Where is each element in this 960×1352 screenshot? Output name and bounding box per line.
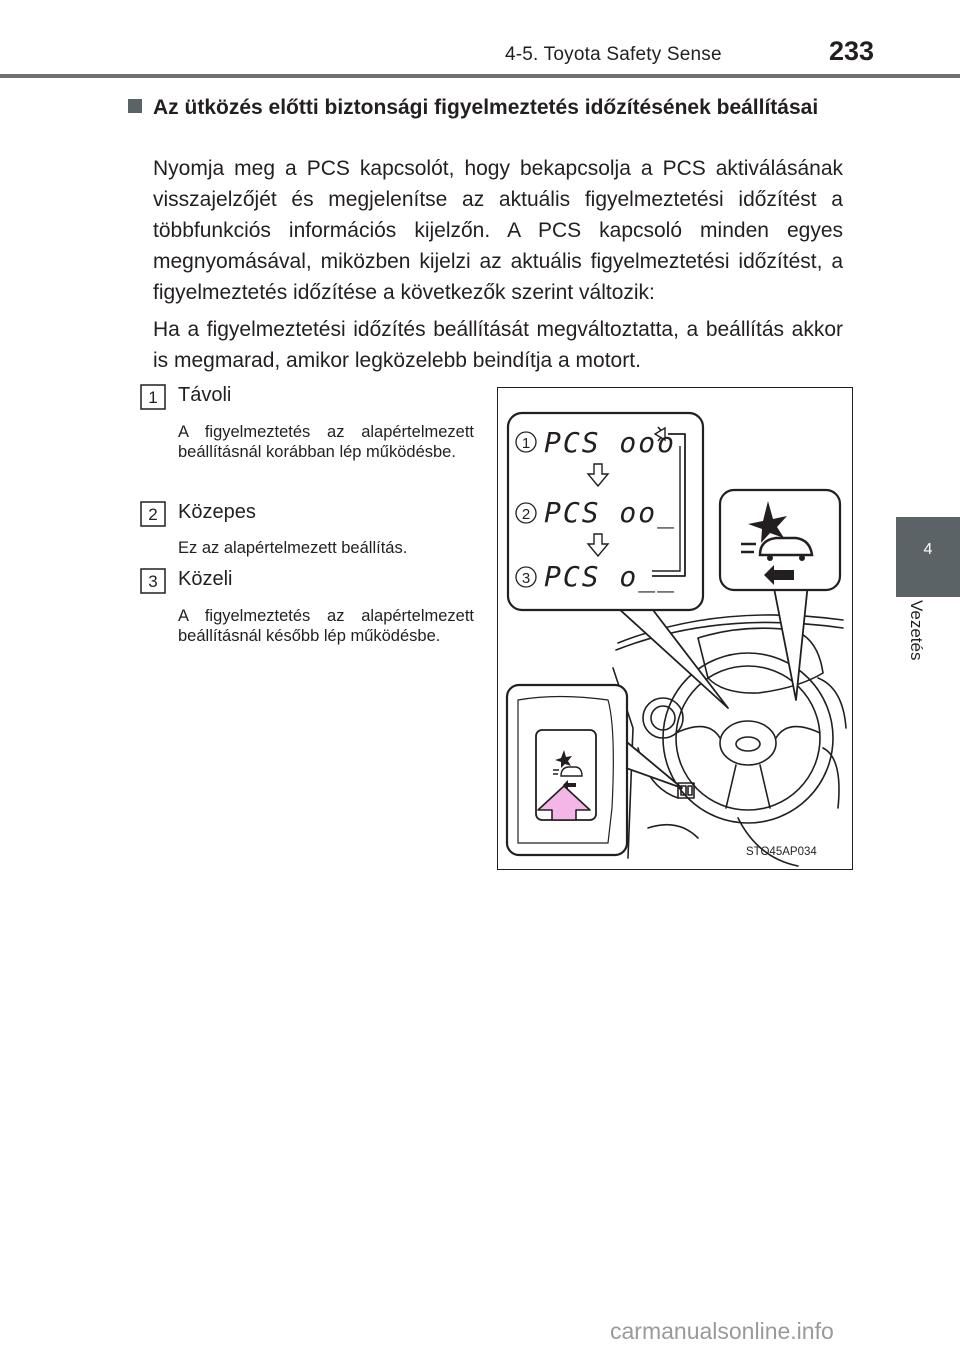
display-readout-1: PCS ooo [544, 426, 677, 459]
chapter-number: 4 [923, 541, 933, 558]
figure-id: STO45AP034 [746, 846, 817, 858]
note-paragraph: Ha a figyelmeztetési időzítés beállítását megváltoztatta, a beállítás akkor is megmarad, amikor legközelebb beindítja a motort. [153, 318, 843, 372]
square-bullet-icon [128, 99, 142, 113]
item-number-3: 3 [148, 572, 158, 591]
item-number-badge-2 [140, 501, 166, 527]
item-title-1: Távoli [178, 384, 232, 406]
item-number-2: 2 [148, 505, 158, 524]
item-title-2: Közepes [178, 501, 256, 523]
footer-watermark: carmanualsonline.info [610, 1318, 834, 1344]
display-row-number-2: 2 [521, 506, 531, 523]
header-rule [0, 74, 960, 78]
item-description-1: A figyelmeztetés az alapértelmezett beállításnál korábban lép működésbe. [178, 423, 474, 461]
item-title-3: Közeli [178, 568, 233, 590]
chapter-title: Vezetés [907, 600, 926, 661]
display-row-number-3: 3 [521, 570, 531, 587]
pcs-illustration [497, 387, 853, 870]
intro-paragraph: Nyomja meg a PCS kapcsolót, hogy bekapcsolja a PCS aktiválásának visszajelzőjét és megjelenítse az aktuális figyelmeztetési időzítést a többfunkciós információs kijelzőn. A PCS kapcsoló minden egyes megnyomásával, miközben kijelzi az aktuális figyelmeztetési időzítést, a figyelmeztetés időzítése a következők szerint változik: [153, 157, 843, 304]
page-number: 233 [829, 36, 875, 66]
header-section-title: 4-5. Toyota Safety Sense [505, 44, 722, 65]
pcs-illustration-drawing [498, 388, 852, 869]
display-readout-2: PCS oo_ [544, 496, 677, 529]
chapter-tab [896, 517, 960, 597]
item-description-2: Ez az alapértelmezett beállítás. [178, 539, 408, 557]
item-description-3: A figyelmeztetés az alapértelmezett beállításnál később lép működésbe. [178, 607, 474, 645]
display-row-number-1: 1 [521, 435, 531, 452]
section-heading-text: Az ütközés előtti biztonsági figyelmeztetés időzítésének beállításai [153, 96, 819, 119]
section-heading [128, 92, 838, 124]
item-number-1: 1 [148, 388, 158, 407]
item-number-badge-3 [140, 568, 166, 594]
display-readout-3: PCS o__ [544, 560, 677, 593]
item-number-badge-1 [140, 384, 166, 410]
